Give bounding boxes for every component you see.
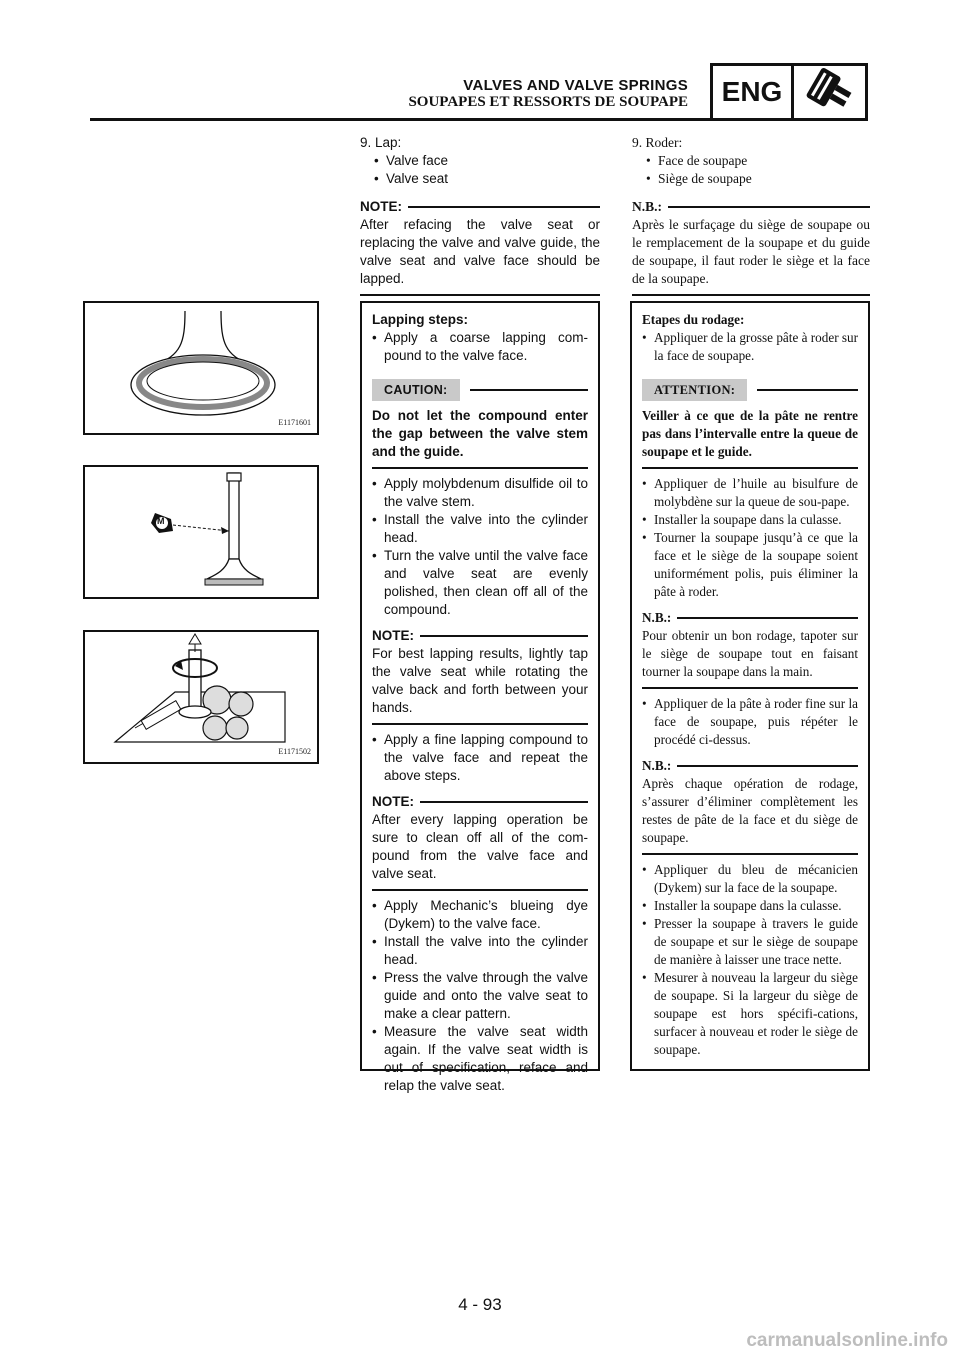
en-box-item: • Apply a coarse lapping com-pound to the valve face. [372, 329, 588, 365]
fr-note-text: Après le surfaçage du siège de soupape ou le remplacement de la soupape et du guide de soupape, il faut roder le siège et la face de la soupape. [632, 217, 870, 286]
fr-box-item: • Appliquer de la grosse pâte à roder sur la face de soupape. [642, 329, 858, 365]
section-badge-label: ENG [713, 66, 794, 118]
fr-lapping-steps-box [630, 301, 870, 1071]
fr-note2-text: Après chaque opération de rodage, s’assurer d’éliminer complètement les restes de pâte de la face et du siège de soupape. [642, 776, 858, 845]
page-number: 4 - 93 [458, 1295, 502, 1314]
fr-note1-head [642, 609, 858, 627]
fr-caution-label: ATTENTION: [642, 379, 747, 401]
fr-note1-end-rule [642, 687, 858, 689]
en-box-title: Lapping steps: [372, 312, 469, 327]
fr-box-title: Etapes du rodage: [642, 312, 745, 327]
en-caution-label: CAUTION: [372, 379, 460, 401]
engine-piston-icon [794, 66, 865, 118]
fr-note2-head [642, 757, 858, 775]
header-rule [90, 118, 710, 121]
en-note1-text: For best lapping results, lightly tap the valve seat while rotating the valve back and forth between your hands. [372, 646, 588, 715]
en-note1-head [372, 627, 588, 645]
fr-caution-text: Veiller à ce que de la pâte ne rentre pas dans l’intervalle entre la queue de soupape et le guide. [642, 408, 858, 459]
en-box-item: • Install the valve into the cylinder head. [372, 511, 588, 547]
valve-face-lapping-icon [85, 303, 317, 433]
figure-valve-stem [83, 465, 319, 599]
fr-step-item: • Siège de soupape [632, 170, 870, 188]
figure-code: E1171601 [278, 418, 311, 427]
en-box-item: • Install the valve into the cylinder head. [372, 933, 588, 969]
en-step-title: 9. Lap: [360, 135, 402, 150]
valve-stem-moly-oil-icon [85, 467, 317, 597]
fr-box-item: • Installer la soupape dans la culasse. [642, 511, 858, 529]
fr-box-item: • Mesurer à nouveau la largeur du siège de soupape. Si la largeur du siège de soupape est hors spécifi-cations, surfacer à nouveau et roder le siège de soupape. [642, 969, 858, 1059]
en-note-head [360, 198, 600, 216]
fr-box-item: • Appliquer de l’huile au bisulfure de molybdène sur la queue de sou-pape. [642, 475, 858, 511]
en-note-label: NOTE: [360, 199, 402, 214]
watermark: carmanualsonline.info [746, 1330, 948, 1351]
en-note2-label: NOTE: [372, 794, 414, 809]
fr-box-item: • Tourner la soupape jusqu’à ce que la face et le siège de la soupape soient uniformément polis, puis éliminer la pâte à roder. [642, 529, 858, 601]
section-badge [710, 63, 868, 121]
en-intro [360, 134, 600, 296]
fr-note2-end-rule [642, 853, 858, 855]
fr-caution-head [642, 379, 858, 401]
fr-box-item: • Appliquer du bleu de mécanicien (Dykem) sur la face de la soupape. [642, 861, 858, 897]
en-caution-head [372, 379, 588, 401]
fr-step-title: 9. Roder: [632, 135, 683, 150]
fr-note-head [632, 198, 870, 216]
figure-code: E1171502 [278, 747, 311, 756]
en-box-item: • Press the valve through the valve guide and onto the valve seat to make a clear pattern. [372, 969, 588, 1023]
figure-valve-rotation [83, 630, 319, 764]
en-box-item: • Apply a fine lapping compound to the valve face and repeat the above steps. [372, 731, 588, 785]
en-note2-head [372, 793, 588, 811]
en-note2-text: After every lapping operation be sure to clean off all of the com-pound from the valve face and valve seat. [372, 812, 588, 881]
valve-rotating-cylinder-head-icon [85, 632, 317, 762]
en-step-item: • Valve seat [360, 170, 600, 188]
en-box-item: • Apply molybdenum disulfide oil to the valve stem. [372, 475, 588, 511]
fr-note1-text: Pour obtenir un bon rodage, tapoter sur le siège de soupape tout en faisant tourner la soupape dans la main. [642, 628, 858, 679]
moly-marker-label: M [157, 516, 165, 526]
en-lapping-steps-box [360, 301, 600, 1093]
en-note1-end-rule [372, 723, 588, 725]
en-note1-label: NOTE: [372, 628, 414, 643]
en-caution-text: Do not let the compound enter the gap between the valve stem and the guide. [372, 408, 588, 459]
fr-box-item: • Appliquer de la pâte à roder fine sur la face de soupape, puis répéter le procédé ci-dessus. [642, 695, 858, 749]
figure-valve-face [83, 301, 319, 435]
header-title-fr: SOUPAPES ET RESSORTS DE SOUPAPE [408, 94, 688, 110]
en-box-item: • Turn the valve until the valve face and valve seat are evenly polished, then clean off all of the compound. [372, 547, 588, 619]
en-box-item: • Apply Mechanic’s blueing dye (Dykem) to the valve face. [372, 897, 588, 933]
fr-box-item: • Installer la soupape dans la culasse. [642, 897, 858, 915]
fr-intro [632, 134, 870, 296]
fr-note-label: N.B.: [632, 199, 662, 214]
en-note2-end-rule [372, 889, 588, 891]
header-title-en: VALVES AND VALVE SPRINGS [463, 77, 688, 94]
en-note-text: After refacing the valve seat or replacing the valve and valve guide, the valve seat and valve face should be lapped. [360, 217, 600, 286]
en-step-item: • Valve face [360, 152, 600, 170]
en-note-end-rule [360, 294, 600, 296]
fr-step-item: • Face de soupape [632, 152, 870, 170]
en-caution-end-rule [372, 467, 588, 469]
fr-caution-end-rule [642, 467, 858, 469]
en-box-item: • Measure the valve seat width again. If the valve seat width is out of specification, reface and relap the valve seat. [372, 1023, 588, 1095]
fr-note-end-rule [632, 294, 870, 296]
fr-box-item: • Presser la soupape à travers le guide de soupape et sur le siège de soupape de manière à laisser une trace nette. [642, 915, 858, 969]
fr-note2-label: N.B.: [642, 758, 672, 773]
fr-note1-label: N.B.: [642, 610, 672, 625]
